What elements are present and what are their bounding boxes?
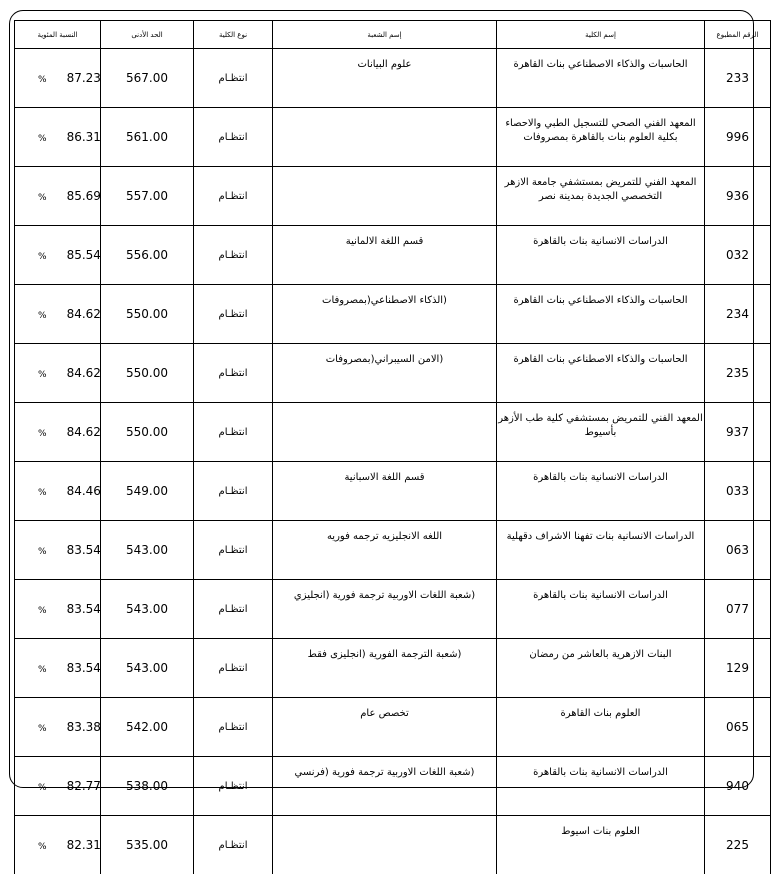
row-faculty: العلوم بنات القاهرة [497, 698, 705, 757]
percent-sign: % [38, 665, 47, 675]
table-row [15, 49, 771, 108]
row-number: 937 [705, 403, 771, 462]
row-division: (الذكاء الاصطناعي(بمصروفات [273, 285, 497, 344]
row-percentage [15, 49, 101, 108]
percentage-value: 85.54 [67, 248, 101, 262]
row-minimum: 542.00 [101, 698, 194, 757]
row-percentage [15, 816, 101, 874]
header-number: الرقم المطبوع [705, 21, 771, 49]
percent-sign: % [38, 75, 47, 85]
percent-sign: % [38, 252, 47, 262]
row-division [273, 403, 497, 462]
row-faculty: البنات الازهرية بالعاشر من رمضان [497, 639, 705, 698]
row-faculty: العلوم بنات اسيوط [497, 816, 705, 874]
row-type: انتظـام [194, 521, 273, 580]
row-division [273, 816, 497, 874]
row-number: 129 [705, 639, 771, 698]
row-faculty: الدراسات الانسانية بنات بالقاهرة [497, 757, 705, 816]
row-type: انتظـام [194, 167, 273, 226]
row-percentage [15, 698, 101, 757]
row-number: 065 [705, 698, 771, 757]
row-percentage [15, 757, 101, 816]
row-type: انتظـام [194, 639, 273, 698]
row-number: 234 [705, 285, 771, 344]
percent-sign: % [38, 193, 47, 203]
percent-sign: % [38, 134, 47, 144]
row-minimum: 561.00 [101, 108, 194, 167]
row-minimum: 550.00 [101, 403, 194, 462]
row-faculty: الحاسبات والذكاء الاصطناعي بنات القاهرة [497, 285, 705, 344]
percent-sign: % [38, 842, 47, 852]
row-faculty: المعهد الفني الصحي للتسجيل الطبي والاحصاء بكلية العلوم بنات بالقاهرة بمصروفات [497, 108, 705, 167]
row-type: انتظـام [194, 108, 273, 167]
row-minimum: 535.00 [101, 816, 194, 874]
row-type: انتظـام [194, 816, 273, 874]
row-minimum: 543.00 [101, 580, 194, 639]
row-type: انتظـام [194, 285, 273, 344]
row-division: (شعبة اللغات الاوربية ترجمة فورية (انجليزي [273, 580, 497, 639]
row-percentage [15, 167, 101, 226]
percent-sign: % [38, 783, 47, 793]
row-number: 233 [705, 49, 771, 108]
row-minimum: 543.00 [101, 521, 194, 580]
row-minimum: 550.00 [101, 285, 194, 344]
table-row [15, 226, 771, 285]
row-percentage [15, 521, 101, 580]
row-faculty: الحاسبات والذكاء الاصطناعي بنات القاهرة [497, 49, 705, 108]
row-faculty: الدراسات الانسانية بنات بالقاهرة [497, 580, 705, 639]
percentage-value: 84.62 [67, 366, 101, 380]
table-row [15, 167, 771, 226]
percentage-value: 82.31 [67, 838, 101, 852]
row-division [273, 108, 497, 167]
table-row [15, 580, 771, 639]
row-minimum: 567.00 [101, 49, 194, 108]
percentage-value: 84.46 [67, 484, 101, 498]
row-number: 063 [705, 521, 771, 580]
row-division: (شعبة الترجمة الفورية (انجليزى فقط [273, 639, 497, 698]
percentage-value: 83.54 [67, 543, 101, 557]
row-number: 077 [705, 580, 771, 639]
row-division: قسم اللغة الالمانية [273, 226, 497, 285]
header-faculty: إسم الكلية [497, 21, 705, 49]
row-percentage [15, 226, 101, 285]
row-type: انتظـام [194, 403, 273, 462]
row-faculty: الحاسبات والذكاء الاصطناعي بنات القاهرة [497, 344, 705, 403]
header-minimum: الحد الأدنى [101, 21, 194, 49]
row-division: تخصص عام [273, 698, 497, 757]
row-faculty: الدراسات الانسانية بنات بالقاهرة [497, 226, 705, 285]
row-number: 225 [705, 816, 771, 874]
row-minimum: 549.00 [101, 462, 194, 521]
row-number: 033 [705, 462, 771, 521]
row-division: (شعبة اللغات الاوربية ترجمة فورية (فرنسي [273, 757, 497, 816]
row-minimum: 557.00 [101, 167, 194, 226]
row-type: انتظـام [194, 226, 273, 285]
row-percentage [15, 462, 101, 521]
row-faculty: المعهد الفني للتمريض بمستشفي كلية طب الأزهر بأسيوط [497, 403, 705, 462]
row-type: انتظـام [194, 462, 273, 521]
table-row [15, 285, 771, 344]
table-row [15, 698, 771, 757]
percentage-value: 83.54 [67, 661, 101, 675]
row-division: قسم اللغة الاسبانية [273, 462, 497, 521]
row-percentage [15, 580, 101, 639]
percent-sign: % [38, 370, 47, 380]
row-division: علوم البيانات [273, 49, 497, 108]
row-number: 940 [705, 757, 771, 816]
row-percentage [15, 108, 101, 167]
row-faculty: الدراسات الانسانية بنات تفهنا الاشراف دقهلية [497, 521, 705, 580]
table-row [15, 108, 771, 167]
percentage-value: 83.38 [67, 720, 101, 734]
admission-table [14, 20, 771, 874]
percent-sign: % [38, 606, 47, 616]
table-row [15, 521, 771, 580]
row-type: انتظـام [194, 580, 273, 639]
row-division: (الامن السيبراني(بمصروفات [273, 344, 497, 403]
table-row [15, 462, 771, 521]
header-percentage: النسبة المئوية [15, 21, 101, 49]
percentage-value: 84.62 [67, 307, 101, 321]
percent-sign: % [38, 311, 47, 321]
percentage-value: 85.69 [67, 189, 101, 203]
row-type: انتظـام [194, 698, 273, 757]
row-minimum: 550.00 [101, 344, 194, 403]
header-type: نوع الكلية [194, 21, 273, 49]
row-division: اللغه الانجليزيه ترجمه فوريه [273, 521, 497, 580]
row-percentage [15, 344, 101, 403]
percent-sign: % [38, 488, 47, 498]
percentage-value: 87.23 [67, 71, 101, 85]
percentage-value: 86.31 [67, 130, 101, 144]
table-header-row [15, 21, 771, 49]
row-number: 996 [705, 108, 771, 167]
row-percentage [15, 285, 101, 344]
row-type: انتظـام [194, 757, 273, 816]
percentage-value: 82.77 [67, 779, 101, 793]
row-minimum: 543.00 [101, 639, 194, 698]
row-minimum: 556.00 [101, 226, 194, 285]
table-row [15, 757, 771, 816]
percentage-value: 83.54 [67, 602, 101, 616]
row-percentage [15, 403, 101, 462]
row-faculty: الدراسات الانسانية بنات بالقاهرة [497, 462, 705, 521]
row-faculty: المعهد الفني للتمريض بمستشفي جامعة الازهر التخصصي الجديدة بمدينة نصر [497, 167, 705, 226]
percent-sign: % [38, 724, 47, 734]
percentage-value: 84.62 [67, 425, 101, 439]
table-row [15, 639, 771, 698]
row-type: انتظـام [194, 344, 273, 403]
percent-sign: % [38, 429, 47, 439]
row-number: 235 [705, 344, 771, 403]
table-row [15, 344, 771, 403]
table-row [15, 403, 771, 462]
row-type: انتظـام [194, 49, 273, 108]
table-row [15, 816, 771, 874]
row-number: 032 [705, 226, 771, 285]
row-number: 936 [705, 167, 771, 226]
row-division [273, 167, 497, 226]
header-division: إسم الشعبة [273, 21, 497, 49]
percent-sign: % [38, 547, 47, 557]
row-percentage [15, 639, 101, 698]
row-minimum: 538.00 [101, 757, 194, 816]
